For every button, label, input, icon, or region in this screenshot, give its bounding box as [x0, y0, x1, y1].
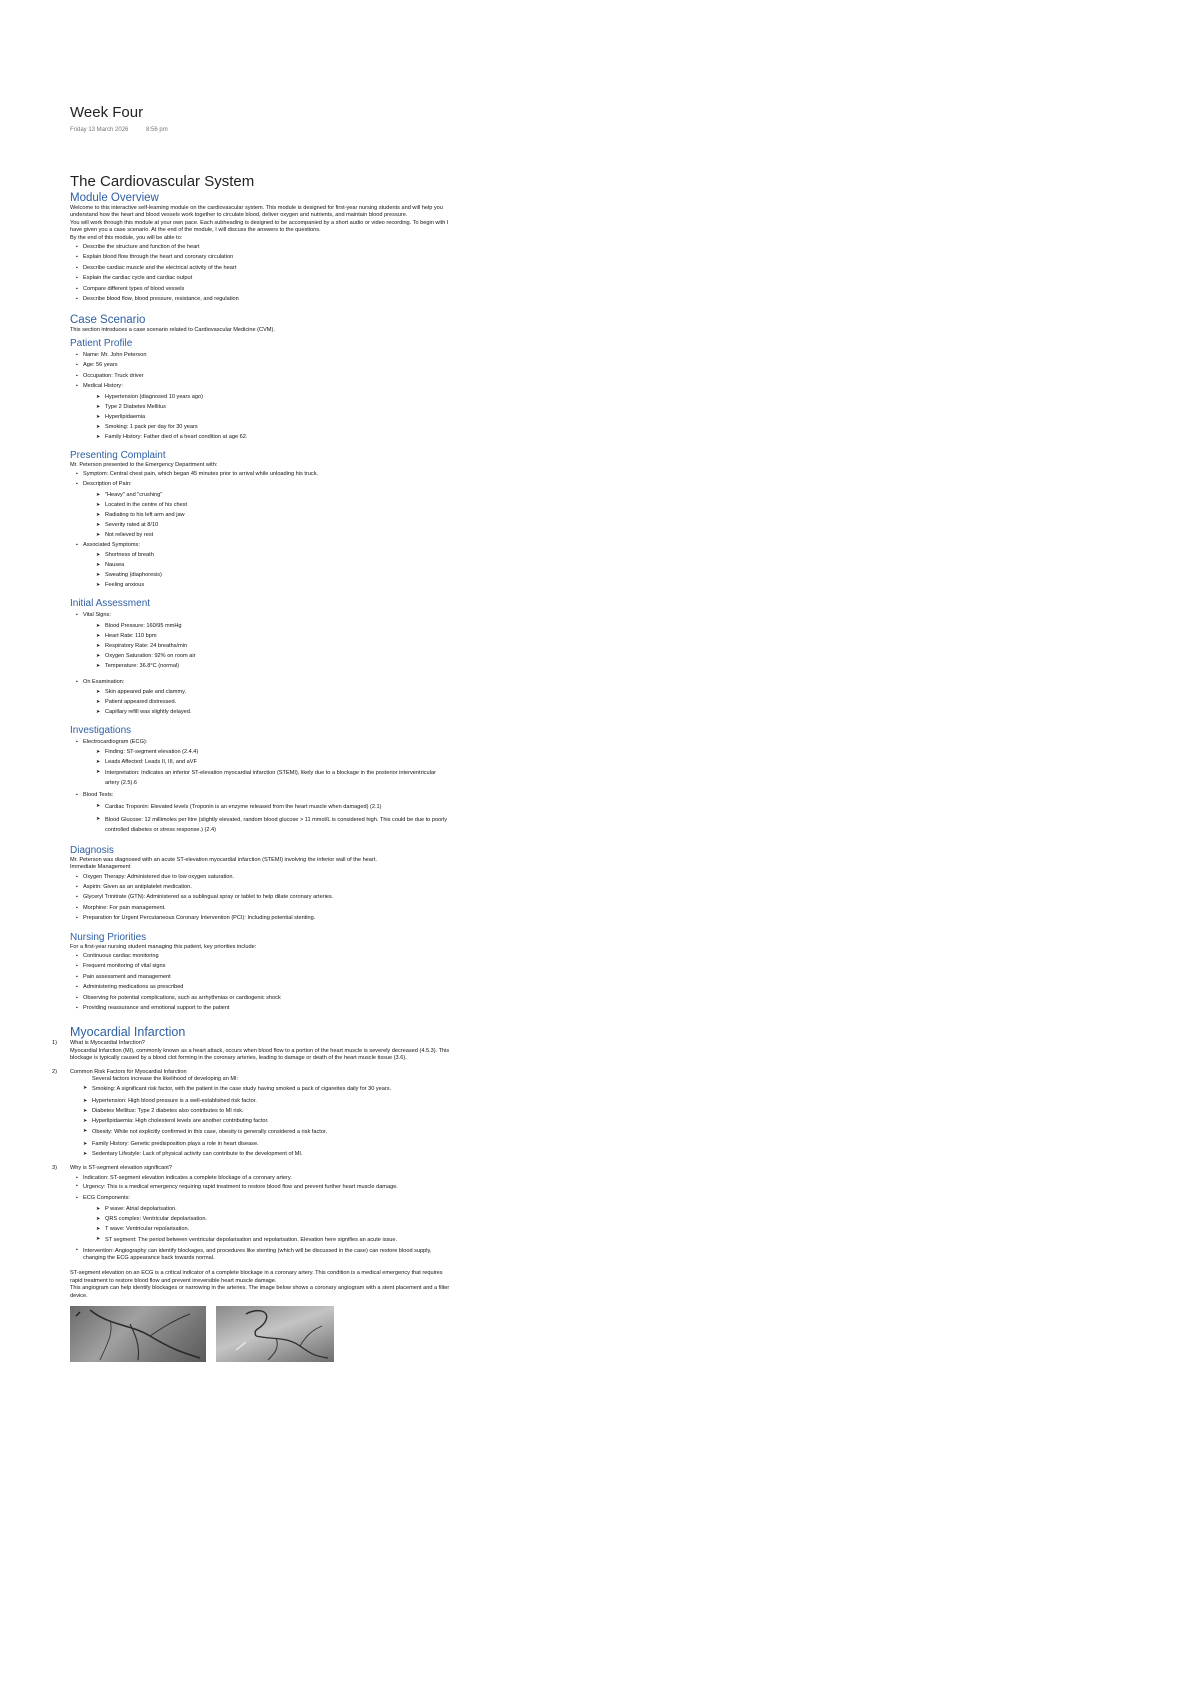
- ecg-list: [83, 747, 450, 790]
- list-item: ▪ Aspirin: Given as an antiplatelet medication.: [83, 882, 450, 892]
- question-title: Common Risk Factors for Myocardial Infarction: [70, 1068, 187, 1075]
- list-item: ➤ ST segment: The period between ventricular depolarisation and repolarisation. Elevation here signifies an acute issue.: [105, 1234, 450, 1247]
- page-title: Week Four: [70, 104, 144, 121]
- list-item: [83, 1193, 450, 1246]
- objectives-list: [70, 242, 450, 304]
- list-item: ➤ Blood Glucose: 12 millimoles per litre (slightly elevated, random blood glucose > 11 mmol/L is considered high. This could be due to poorly controlled diabetes or stress response.) (2.4): [105, 814, 450, 837]
- question-number: 3): [52, 1165, 57, 1172]
- pain-list: [83, 490, 450, 540]
- list-item: ➤ "Heavy" and "crushing": [105, 490, 450, 500]
- mi-heading: Myocardial Infarction: [70, 1025, 186, 1040]
- list-item: ➤ Hyperlipidaemia: High cholesterol levels are another contributing factor.: [92, 1116, 450, 1126]
- document-title: The Cardiovascular System: [70, 173, 255, 190]
- ecg-components-label: ECG Components:: [83, 1195, 130, 1202]
- history-label: Medical History:: [83, 383, 123, 390]
- assoc-list: [83, 550, 450, 590]
- list-item: ▪ Administering medications as prescribed: [83, 982, 450, 992]
- blood-label: Blood Tests:: [83, 792, 114, 799]
- assoc-label: Associated Symptoms:: [83, 541, 140, 548]
- list-item: ➤ Nausea: [105, 560, 450, 570]
- list-item: ➤ Oxygen Saturation: 92% on room air: [105, 651, 450, 661]
- mi-question-2: [52, 1068, 450, 1076]
- st-elevation-list: [70, 1173, 450, 1264]
- page-date: Friday 13 March 2026: [70, 127, 129, 133]
- list-item: ▪ Describe blood flow, blood pressure, resistance, and regulation: [83, 294, 450, 304]
- mi-question-3: [52, 1165, 450, 1172]
- nursing-heading: Nursing Priorities: [70, 931, 147, 943]
- list-item: [83, 737, 450, 790]
- list-item: [83, 610, 450, 670]
- list-item: ▪ Pain assessment and management: [83, 972, 450, 982]
- question-title: Why is ST-segment elevation significant?: [70, 1165, 172, 1172]
- list-item: ▪ Observing for potential complications, such as arrhythmias or cardiogenic shock: [83, 993, 450, 1003]
- overview-paragraph-1: Welcome to this interactive self-learning module on the cardiovascular system. This module is designed for first-year nursing students and will help you understand how the heart and blood vessels work together to circulate blood, deliver oxygen and nutrients, and maintain blood pressure.: [70, 205, 443, 219]
- list-item: ➤ Hypertension (diagnosed 10 years ago): [105, 392, 450, 402]
- history-list: [83, 392, 450, 442]
- list-item: ➤ Obesity: While not explicitly confirmed in this case, obesity is generally considered a risk factor.: [92, 1126, 450, 1139]
- list-item: ➤ Heart Rate: 110 bpm: [105, 631, 450, 641]
- blood-list: [83, 801, 450, 837]
- closing-paragraph-1: ST-segment elevation on an ECG is a critical indicator of a complete blockage in a coronary artery. This condition is a medical emergency that requires rapid treatment to restore blood flow and prevent irreversible heart muscle damage.: [70, 1270, 443, 1284]
- angiogram-image: [70, 1306, 206, 1362]
- list-item: ▪ Oxygen Therapy: Administered due to low oxygen saturation.: [83, 872, 450, 882]
- complaint-heading: Presenting Complaint: [70, 449, 166, 461]
- list-item: ▪ Explain blood flow through the heart and coronary circulation: [83, 252, 450, 262]
- list-item: [83, 479, 450, 539]
- overview-paragraph-2: You will work through this module at your own pace. Each subheading is designed to be accompanied by a short audio or video recording. To begin with I have given you a case scenario. At the end of the module, I will discuss the answers to the questions.: [70, 219, 449, 234]
- list-item: ➤ Not relieved by rest: [105, 530, 450, 540]
- mi-q2-intro: Several factors increase the likelihood of developing an MI:: [92, 1076, 239, 1083]
- list-item: ➤ P wave: Atrial depolarisation.: [105, 1204, 450, 1214]
- management-label: Immediate Management: [70, 864, 131, 871]
- list-item: ➤ Feeling anxious: [105, 580, 450, 590]
- list-item: ➤ Hyperlipidaemia: [105, 412, 450, 422]
- list-item: ▪ Urgency: This is a medical emergency requiring rapid treatment to restore blood flow and prevent further heart muscle damage.: [83, 1183, 450, 1193]
- list-item: ➤ Sweating (diaphoresis): [105, 570, 450, 580]
- management-list: [70, 872, 450, 924]
- vitals-label: Vital Signs:: [83, 612, 111, 619]
- ecg-label: Electrocardiogram (ECG):: [83, 738, 148, 745]
- list-item: ➤ Hypertension: High blood pressure is a well-established risk factor.: [92, 1096, 450, 1106]
- complaint-list: [70, 469, 450, 590]
- list-item: ➤ Shortness of breath: [105, 550, 450, 560]
- page-time: 8:56 pm: [146, 127, 168, 133]
- case-intro: This section introduces a case scenario related to Cardiovascular Medicine (CVM).: [70, 327, 275, 334]
- list-item: ➤ Respiratory Rate: 24 breaths/min: [105, 641, 450, 651]
- list-item: [83, 790, 450, 836]
- list-item: ➤ Blood Pressure: 160/95 mmHg: [105, 621, 450, 631]
- list-item: ➤ Family History: Genetic predisposition plays a role in heart disease.: [92, 1139, 450, 1149]
- list-item: ▪ Describe cardiac muscle and the electrical activity of the heart: [83, 263, 450, 273]
- overview-heading: Module Overview: [70, 192, 159, 204]
- list-item: ➤ Leads Affected: Leads II, III, and aVF: [105, 757, 450, 767]
- list-item: ▪ Intervention: Angiography can identify blockages, and procedures like stenting (which will be discussed in the case) can restore blood supply, changing the ECG appearance back towards normal.: [83, 1247, 450, 1264]
- list-item: ▪ Frequent monitoring of vital signs: [83, 961, 450, 971]
- list-item: ▪ Morphine: For pain management.: [83, 903, 450, 913]
- exam-list: [70, 677, 450, 717]
- list-item: ➤ Interpretation: Indicates an inferior ST-elevation myocardial infarction (STEMI), likely due to a blockage in the posterior interventricular artery (2.5).6: [105, 767, 450, 790]
- case-heading: Case Scenario: [70, 314, 146, 327]
- list-item: ➤ Smoking: 1 pack per day for 30 years: [105, 422, 450, 432]
- list-item: ➤ Radiating to his left arm and jaw: [105, 510, 450, 520]
- list-item: ➤ Family History: Father died of a heart condition at age 62.: [105, 432, 450, 442]
- question-number: 2): [52, 1068, 57, 1075]
- nursing-list: [70, 951, 450, 1013]
- list-item: ➤ Sedentary Lifestyle: Lack of physical activity can contribute to the development of MI.: [92, 1149, 450, 1159]
- list-item: ▪ Symptom: Central chest pain, which began 45 minutes prior to arrival while unloading his truck.: [83, 469, 450, 479]
- overview-paragraph-3: By the end of this module, you will be able to:: [70, 234, 183, 241]
- list-item: ➤ Smoking: A significant risk factor, with the patient in the case study having smoked a pack of cigarettes daily for 30 years.: [92, 1083, 450, 1096]
- list-item: ▪ Occupation: Truck driver: [83, 371, 450, 381]
- list-item: ➤ Skin appeared pale and clammy.: [105, 687, 450, 697]
- list-item: ▪ Name: Mr. John Peterson: [83, 350, 450, 360]
- exam-label: On Examination:: [83, 678, 125, 685]
- angiogram-vessels: [216, 1306, 334, 1362]
- closing-paragraph-2: This angiogram can help identify blockages or narrowing in the arteries. The image below shows a coronary angiogram with a stent placement and a filter device.: [70, 1285, 450, 1299]
- list-item: ▪ Explain the cardiac cycle and cardiac output: [83, 273, 450, 283]
- diagnosis-paragraph: Mr. Peterson was diagnosed with an acute ST-elevation myocardial infarction (STEMI) involving the inferior wall of the heart.: [70, 856, 377, 863]
- list-item: ➤ Severity rated at 8/10: [105, 520, 450, 530]
- list-item: ▪ Glyceryl Trinitrate (GTN): Administered as a sublingual spray or tablet to help dilate coronary arteries.: [83, 892, 450, 902]
- list-item: ➤ Cardiac Troponin: Elevated levels (Troponin is an enzyme released from the heart muscle when damaged) (2.1): [105, 801, 450, 814]
- question-number: 1): [52, 1040, 57, 1047]
- angiogram-images: [70, 1306, 450, 1362]
- investigations-heading: Investigations: [70, 724, 132, 736]
- list-item: ▪ Describe the structure and function of the heart: [83, 242, 450, 252]
- list-item: [83, 381, 450, 441]
- list-item: ▪ Compare different types of blood vessels: [83, 284, 450, 294]
- document-page: [52, 104, 450, 1362]
- page-meta: [70, 127, 450, 133]
- complaint-intro: Mr. Peterson presented to the Emergency Department with:: [70, 461, 218, 468]
- assessment-list: [70, 610, 450, 670]
- ecg-components-list: [83, 1204, 450, 1247]
- diagnosis-heading: Diagnosis: [70, 844, 114, 856]
- list-item: ➤ T wave: Ventricular repolarisation.: [105, 1224, 450, 1234]
- list-item: ➤ Capillary refill was slightly delayed.: [105, 707, 450, 717]
- vitals-list: [83, 621, 450, 671]
- list-item: ➤ Type 2 Diabetes Mellitus: [105, 402, 450, 412]
- mi-question-1: [52, 1040, 450, 1047]
- mi-q1-body: Myocardial Infarction (MI), commonly known as a heart attack, occurs when blood flow to a portion of the heart muscle is severely decreased (4.5.3). This blockage is typically caused by a blood clot forming in the coronary arteries, leading to damage or death of the heart muscle tissue (3.6).: [70, 1047, 450, 1062]
- list-item: ➤ QRS complex: Ventricular depolarisation.: [105, 1214, 450, 1224]
- list-item: ➤ Diabetes Mellitus: Type 2 diabetes also contributes to MI risk.: [92, 1106, 450, 1116]
- profile-heading: Patient Profile: [70, 337, 133, 349]
- question-title: What is Myocardial Infarction?: [70, 1040, 145, 1047]
- list-item: ➤ Temperature: 36.8°C (normal): [105, 661, 450, 671]
- assessment-heading: Initial Assessment: [70, 598, 151, 610]
- list-item: ➤ Finding: ST-segment elevation (2.4.4): [105, 747, 450, 757]
- angiogram-image: [216, 1306, 334, 1362]
- list-item: ➤ Patient appeared distressed.: [105, 697, 450, 707]
- exam-sublist: [83, 687, 450, 717]
- list-item: ➤ Located in the centre of his chest: [105, 500, 450, 510]
- list-item: ▪ Providing reassurance and emotional support to the patient: [83, 1003, 450, 1013]
- list-item: ▪ Indication: ST-segment elevation indicates a complete blockage of a coronary artery.: [83, 1173, 450, 1183]
- risk-factor-list: [70, 1083, 450, 1159]
- nursing-intro: For a first-year nursing student managing this patient, key priorities include:: [70, 943, 257, 950]
- list-item: [83, 540, 450, 590]
- list-item: ▪ Preparation for Urgent Percutaneous Coronary Intervention (PCI): Including potential stenting.: [83, 913, 450, 923]
- list-item: ▪ Age: 56 years: [83, 360, 450, 370]
- list-item: [83, 677, 450, 717]
- investigations-list: [70, 737, 450, 837]
- list-item: ▪ Continuous cardiac monitoring: [83, 951, 450, 961]
- profile-list: [70, 350, 450, 442]
- pain-label: Description of Pain:: [83, 481, 132, 488]
- angiogram-vessels: [70, 1306, 206, 1362]
